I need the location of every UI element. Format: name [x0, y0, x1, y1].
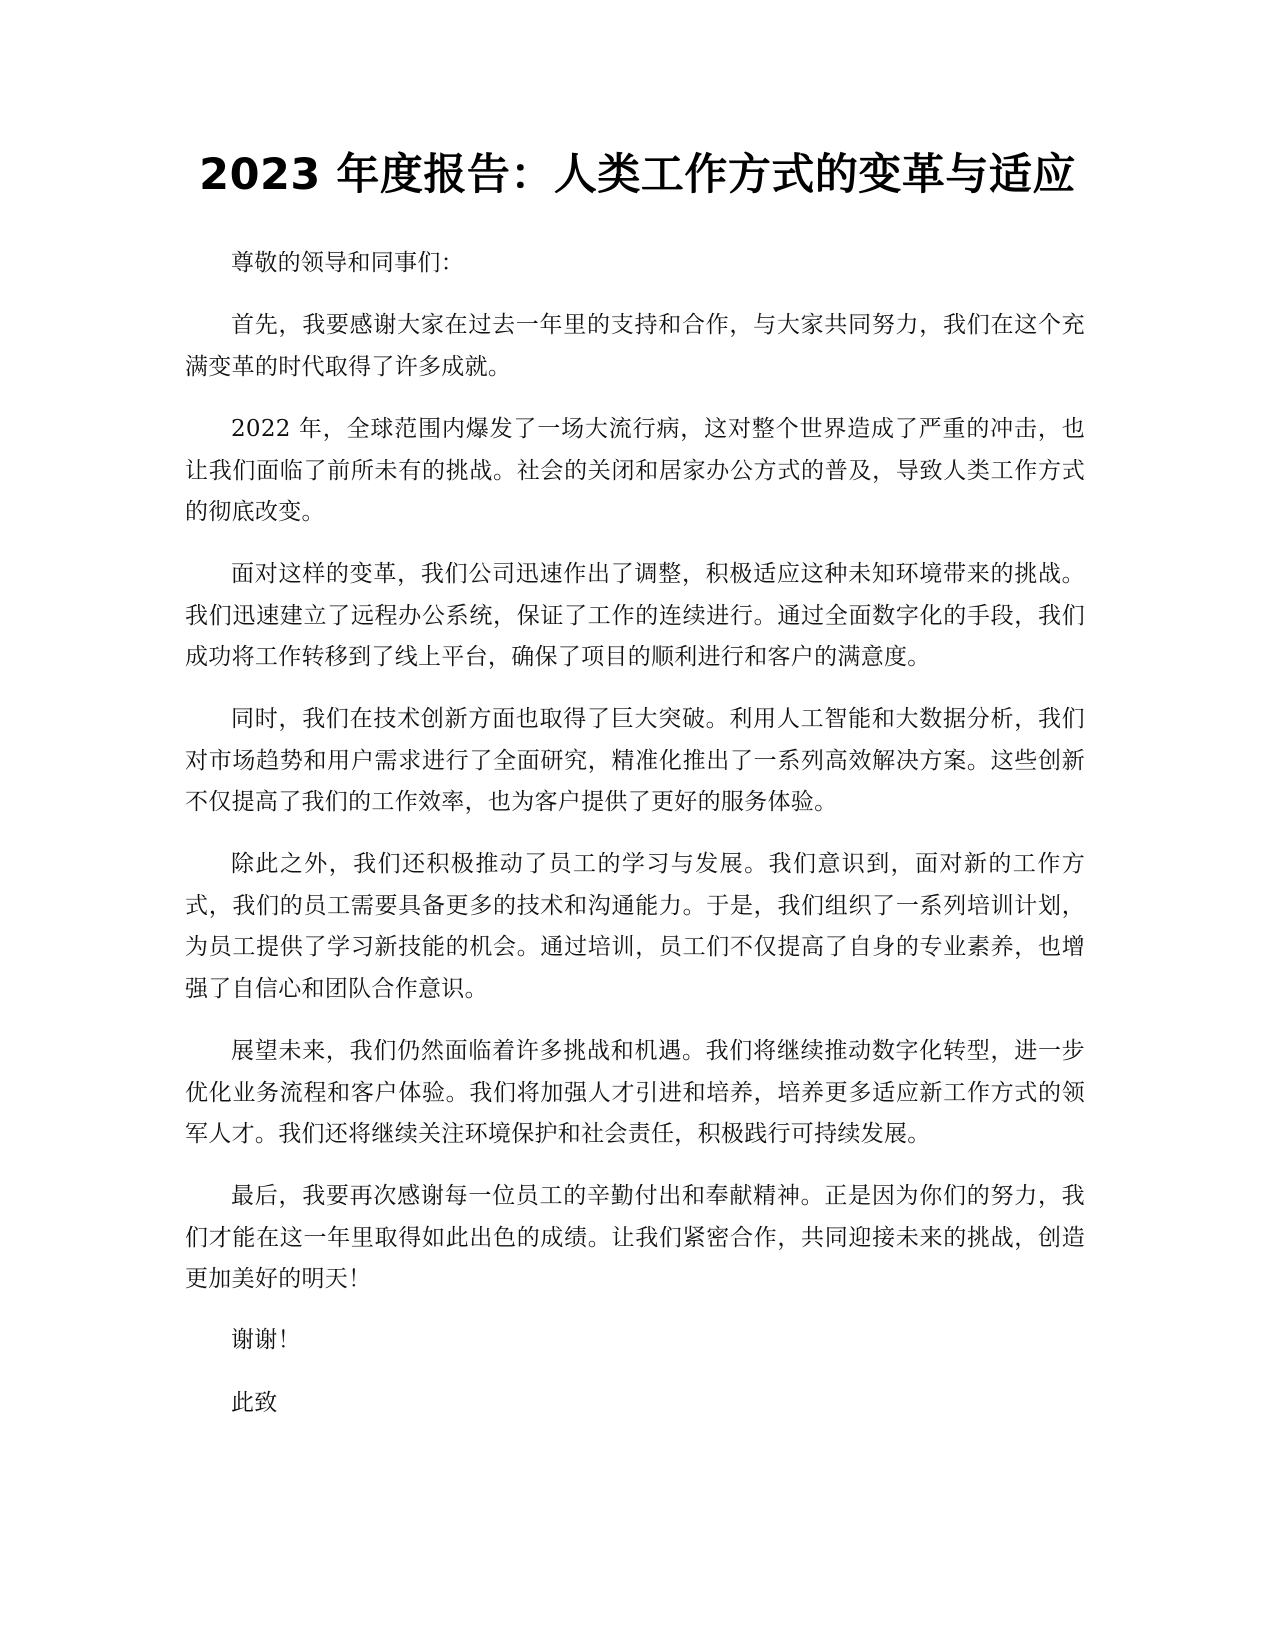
paragraph-6: 展望未来，我们仍然面临着许多挑战和机遇。我们将继续推动数字化转型，进一步优化业务流程和客户体验。我们将加强人才引进和培养，培养更多适应新工作方式的领军人才。我们还将继续关注环境保护和社会责任，积极践行可持续发展。: [185, 1038, 1085, 1147]
closing-block: [185, 1383, 1085, 1425]
paragraph-1-block: [185, 305, 1085, 388]
paragraph-2-block: [185, 409, 1085, 534]
paragraph-7-block: [185, 1176, 1085, 1301]
paragraph-3: 面对这样的变革，我们公司迅速作出了调整，积极适应这种未知环境带来的挑战。我们迅速建立了远程办公系统，保证了工作的连续进行。通过全面数字化的手段，我们成功将工作转移到了线上平台，确保了项目的顺利进行和客户的满意度。: [185, 561, 1085, 670]
paragraph-7: 最后，我要再次感谢每一位员工的辛勤付出和奉献精神。正是因为你们的努力，我们才能在这一年里取得如此出色的成绩。让我们紧密合作，共同迎接未来的挑战，创造更加美好的明天！: [185, 1183, 1085, 1292]
closing-line: 此致: [231, 1390, 278, 1416]
paragraph-2: 2022 年，全球范围内爆发了一场大流行病，这对整个世界造成了严重的冲击，也让我们面临了前所未有的挑战。社会的关闭和居家办公方式的普及，导致人类工作方式的彻底改变。: [185, 416, 1085, 525]
document-title: 2023 年度报告：人类工作方式的变革与适应: [199, 150, 1076, 200]
salutation-block: [185, 243, 1085, 285]
paragraph-4: 同时，我们在技术创新方面也取得了巨大突破。利用人工智能和大数据分析，我们对市场趋势和用户需求进行了全面研究，精准化推出了一系列高效解决方案。这些创新不仅提高了我们的工作效率，也为客户提供了更好的服务体验。: [185, 706, 1085, 815]
paragraph-5-block: [185, 844, 1085, 1010]
paragraph-1: 首先，我要感谢大家在过去一年里的支持和合作，与大家共同努力，我们在这个充满变革的时代取得了许多成就。: [185, 312, 1085, 380]
paragraph-5: 除此之外，我们还积极推动了员工的学习与发展。我们意识到，面对新的工作方式，我们的员工需要具备更多的技术和沟通能力。于是，我们组织了一系列培训计划，为员工提供了学习新技能的机会。通过培训，员工们不仅提高了自身的专业素养，也增强了自信心和团队合作意识。: [185, 851, 1085, 1002]
thanks-block: [185, 1320, 1085, 1362]
paragraph-4-block: [185, 699, 1085, 824]
thanks-line: 谢谢！: [231, 1327, 301, 1353]
paragraph-6-block: [185, 1031, 1085, 1156]
paragraph-3-block: [185, 554, 1085, 679]
salutation: 尊敬的领导和同事们：: [231, 250, 464, 276]
